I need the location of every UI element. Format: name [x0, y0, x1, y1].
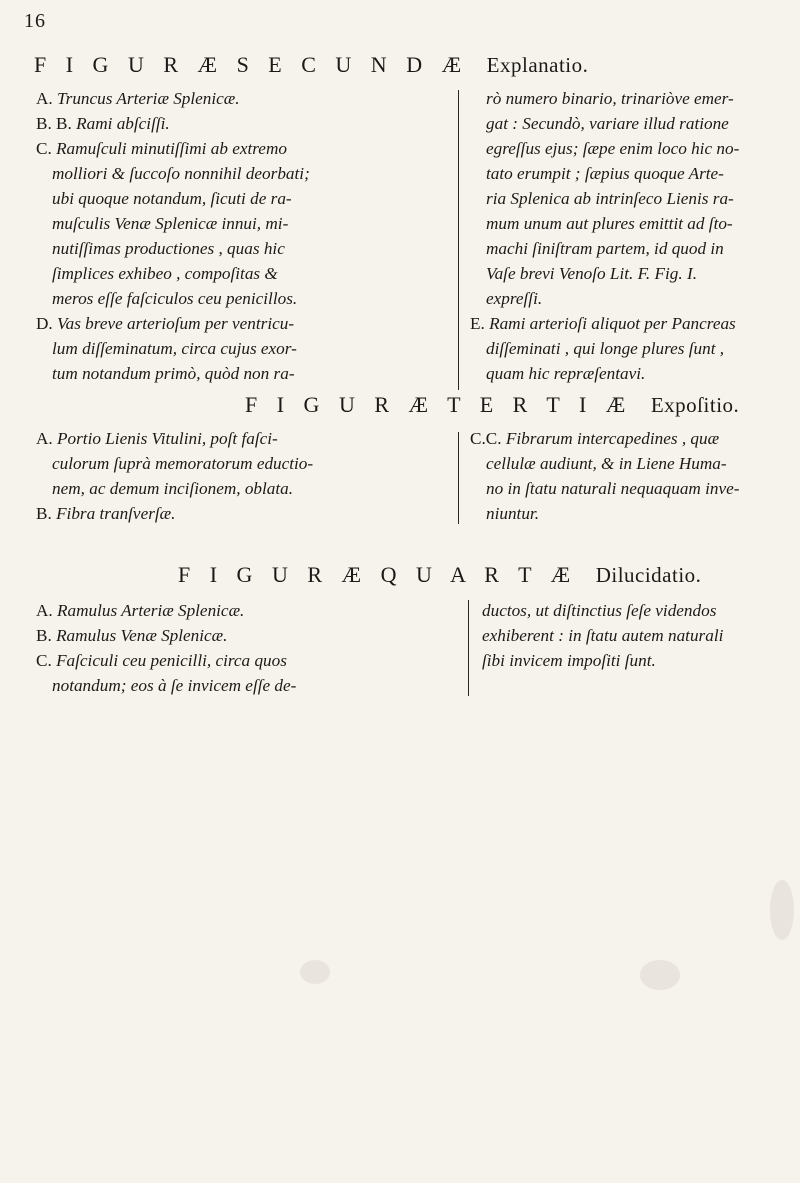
text-line: [36, 598, 296, 623]
line-key: D.: [36, 314, 53, 333]
line-key: B.: [36, 504, 52, 523]
text-line: [36, 501, 313, 526]
right-column-figura-quarta: [482, 598, 723, 673]
text-line: [36, 136, 310, 161]
line-text: Faſciculi ceu penicilli, circa quos: [56, 651, 287, 670]
right-column-figura-secunda: [470, 86, 739, 386]
text-line: no in ſtatu naturali nequaquam inve-: [486, 479, 740, 498]
left-column-figura-quarta: [36, 598, 296, 698]
text-line: ſimplices exhibeo , compoſitas &: [52, 264, 278, 283]
line-text: Rami abſciſſi.: [76, 114, 170, 133]
line-key: E.: [470, 314, 485, 333]
line-text: Vas breve arterioſum per ventricu-: [57, 314, 295, 333]
text-line: machi ſiniſtram partem, id quod in: [486, 239, 724, 258]
paper-stain: [640, 960, 680, 990]
text-line: tato erumpit ; ſæpius quoque Arte-: [486, 164, 724, 183]
text-line: nutiſſimas productiones , quas hic: [52, 239, 285, 258]
text-line: diſſeminati , qui longe plures ſunt ,: [486, 339, 725, 358]
paper-stain: [300, 960, 330, 984]
text-line: [36, 623, 296, 648]
text-line: quam hic repræſentavi.: [486, 364, 646, 383]
line-text: Ramulus Arteriæ Splenicæ.: [57, 601, 245, 620]
text-line: ſibi invicem impoſiti ſunt.: [482, 651, 656, 670]
text-line: [36, 111, 310, 136]
text-line: [36, 426, 313, 451]
line-text: Ramuſculi minutiſſimi ab extremo: [56, 139, 287, 158]
text-line: molliori & ſuccoſo nonnihil deorbati;: [52, 164, 310, 183]
section-heading: F I G U R Æ S E C U N D Æ: [34, 52, 469, 77]
text-line: [36, 648, 296, 673]
section-subtitle: Explanatio.: [486, 53, 589, 77]
text-line: ubi quoque notandum, ſicuti de ra-: [52, 189, 292, 208]
line-key: B.: [36, 626, 52, 645]
column-divider: [458, 90, 459, 390]
text-line: notandum; eos à ſe invicem eſſe de-: [52, 676, 297, 695]
section-subtitle: Expoſitio.: [650, 393, 740, 417]
text-line: lum diſſeminatum, circa cujus exor-: [52, 339, 297, 358]
section-heading: F I G U R Æ Q U A R T Æ: [178, 562, 578, 587]
text-line: ria Splenica ab intrinſeco Lienis ra-: [486, 189, 734, 208]
text-line: exhiberent : in ſtatu autem naturali: [482, 626, 724, 645]
section-heading: F I G U R Æ T E R T I Æ: [245, 392, 633, 417]
line-key: B. B.: [36, 114, 72, 133]
line-text: Truncus Arteriæ Splenicæ.: [57, 89, 240, 108]
line-text: Fibrarum intercapedines , quæ: [505, 429, 720, 448]
section-title-figura-tertia: [245, 392, 800, 418]
column-divider: [468, 600, 469, 696]
section-title-figura-quarta: [178, 562, 800, 588]
line-text: Rami arterioſi aliquot per Pancreas: [489, 314, 736, 333]
text-line: expreſſi.: [486, 289, 543, 308]
line-key: A.: [36, 601, 53, 620]
line-key: C.C.: [470, 429, 502, 448]
text-line: tum notandum primò, quòd non ra-: [52, 364, 295, 383]
column-divider: [458, 432, 459, 524]
text-line: cellulæ audiunt, & in Liene Huma-: [486, 454, 727, 473]
text-line: [470, 311, 739, 336]
line-key: A.: [36, 429, 53, 448]
left-column-figura-tertia: [36, 426, 313, 526]
line-key: A.: [36, 89, 53, 108]
text-line: egreſſus ejus; ſæpe enim loco hic no-: [486, 139, 740, 158]
line-text: Portio Lienis Vitulini, poſt faſci-: [57, 429, 278, 448]
left-column-figura-secunda: [36, 86, 310, 386]
text-line: [36, 86, 310, 111]
line-text: Ramulus Venæ Splenicæ.: [56, 626, 228, 645]
page-number: 16: [24, 10, 46, 32]
text-line: mum unum aut plures emittit ad ſto-: [486, 214, 733, 233]
text-line: rò numero binario, trinariòve emer-: [486, 89, 734, 108]
text-line: culorum ſuprà memoratorum eductio-: [52, 454, 314, 473]
text-line: nem, ac demum inciſionem, oblata.: [52, 479, 294, 498]
text-line: niuntur.: [486, 504, 540, 523]
text-line: meros eſſe faſciculos ceu penicillos.: [52, 289, 298, 308]
line-text: Fibra tranſverſæ.: [56, 504, 176, 523]
text-line: [36, 311, 310, 336]
right-column-figura-tertia: [470, 426, 740, 526]
line-key: C.: [36, 139, 52, 158]
text-line: Vaſe brevi Venoſo Lit. F. Fig. I.: [486, 264, 697, 283]
text-line: ductos, ut diſtinctius ſeſe videndos: [482, 601, 717, 620]
paper-stain: [770, 880, 794, 940]
section-subtitle: Dilucidatio.: [595, 563, 702, 587]
line-key: C.: [36, 651, 52, 670]
text-line: muſculis Venæ Splenicæ innui, mi-: [52, 214, 289, 233]
text-line: [470, 426, 740, 451]
text-line: gat : Secundò, variare illud ratione: [486, 114, 729, 133]
section-title-figura-secunda: [34, 52, 800, 78]
